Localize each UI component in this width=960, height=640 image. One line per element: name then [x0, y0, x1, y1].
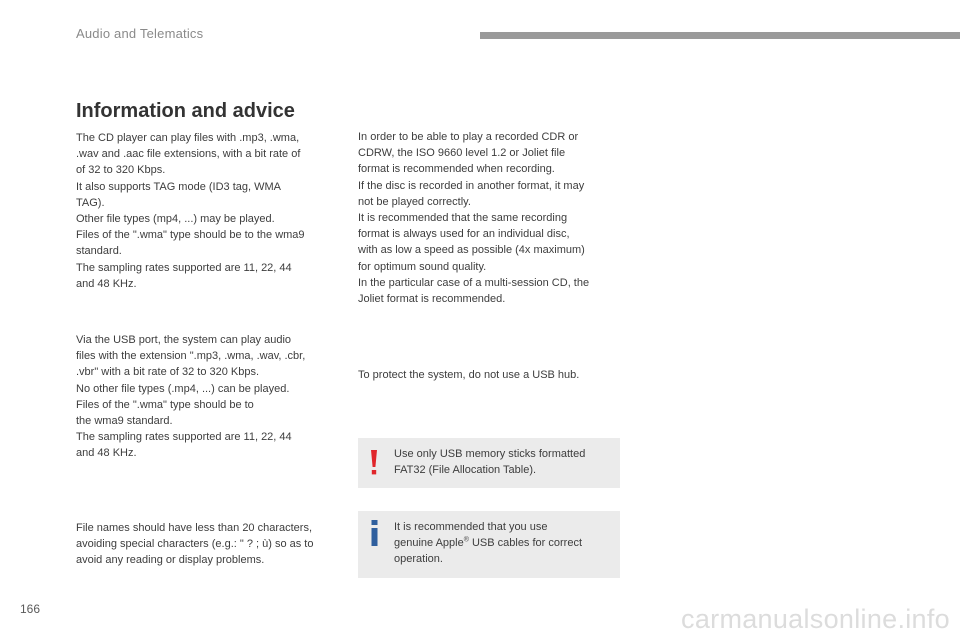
exclamation-icon: [369, 450, 379, 476]
cd-recording-paragraph: [358, 129, 620, 307]
usb-port-paragraph: [76, 332, 344, 462]
page-number: 166: [20, 602, 41, 616]
header-bar: [480, 32, 960, 39]
file-names-paragraph: [76, 520, 344, 569]
text-line: The sampling rates supported are 11, 22, 44: [76, 261, 292, 274]
usb-hub-paragraph: [358, 367, 620, 383]
text-line: Other file types (mp4, ...) may be played.: [76, 213, 275, 226]
info-text: [394, 519, 614, 568]
text-line: of 32 to 320 Kbps.: [76, 164, 166, 177]
text-line: .wav and .aac file extensions, with a bit rate of: [76, 148, 301, 161]
info-icon: [370, 520, 379, 546]
text-line: and 48 KHz.: [76, 277, 137, 290]
text-line: No other file types (.mp4, ...) can be played.: [76, 382, 290, 395]
text-line: and 48 KHz.: [76, 447, 137, 460]
text-line: It is recommended that the same recording: [358, 212, 568, 225]
text-line: The CD player can play files with .mp3, .wma,: [76, 132, 300, 144]
apple-text: genuine Apple: [394, 537, 464, 550]
text-line: .vbr" with a bit rate of 32 to 320 Kbps.: [76, 366, 260, 379]
text-line: Files of the ".wma" type should be to: [76, 398, 254, 411]
watermark: carmanualsonline.info: [681, 604, 950, 634]
usb-cables-text: USB cables for correct: [468, 537, 582, 550]
text-line: files with the extension ".mp3, .wma, .wav, .cbr,: [76, 350, 306, 363]
text-line: CDRW, the ISO 9660 level 1.2 or Joliet file: [358, 147, 566, 160]
text-line: avoid any reading or display problems.: [76, 554, 265, 567]
text-line: The sampling rates supported are 11, 22, 44: [76, 431, 292, 444]
text-line: If the disc is recorded in another format, it may: [358, 179, 585, 192]
text-line: To protect the system, do not use a USB hub.: [358, 369, 580, 381]
cd-player-paragraph: [76, 130, 344, 292]
text-line: avoiding special characters (e.g.: " ? ; ù) so as to: [76, 538, 314, 551]
text-line: Via the USB port, the system can play audio: [76, 334, 292, 346]
text-line: FAT32 (File Allocation Table).: [394, 464, 537, 477]
text-line: the wma9 standard.: [76, 415, 173, 428]
text-line: [394, 535, 614, 551]
text-line: TAG).: [76, 196, 105, 209]
text-line: operation.: [394, 553, 443, 566]
text-line: not be played correctly.: [358, 195, 471, 208]
registered-mark: ®: [463, 536, 469, 544]
text-line: Use only USB memory sticks formatted: [394, 448, 586, 460]
text-line: for optimum sound quality.: [358, 260, 487, 273]
text-line: File names should have less than 20 characters,: [76, 522, 313, 534]
text-line: standard.: [76, 245, 122, 258]
page-heading: Information and advice: [76, 100, 295, 122]
text-line: In the particular case of a multi-session CD, the: [358, 276, 590, 289]
text-line: It is recommended that you use: [394, 521, 548, 533]
text-line: Files of the ".wma" type should be to the wma9: [76, 229, 305, 242]
section-title: Audio and Telematics: [76, 26, 204, 41]
text-line: format is always used for an individual disc,: [358, 228, 570, 241]
warning-note: [358, 438, 620, 488]
text-line: with as low a speed as possible (4x maximum): [358, 244, 585, 257]
text-line: It also supports TAG mode (ID3 tag, WMA: [76, 180, 281, 193]
text-line: Joliet format is recommended.: [358, 293, 506, 306]
text-line: format is recommended when recording.: [358, 163, 555, 176]
info-note: [358, 511, 620, 578]
text-line: In order to be able to play a recorded CDR or: [358, 131, 579, 143]
warning-text: [394, 446, 614, 478]
